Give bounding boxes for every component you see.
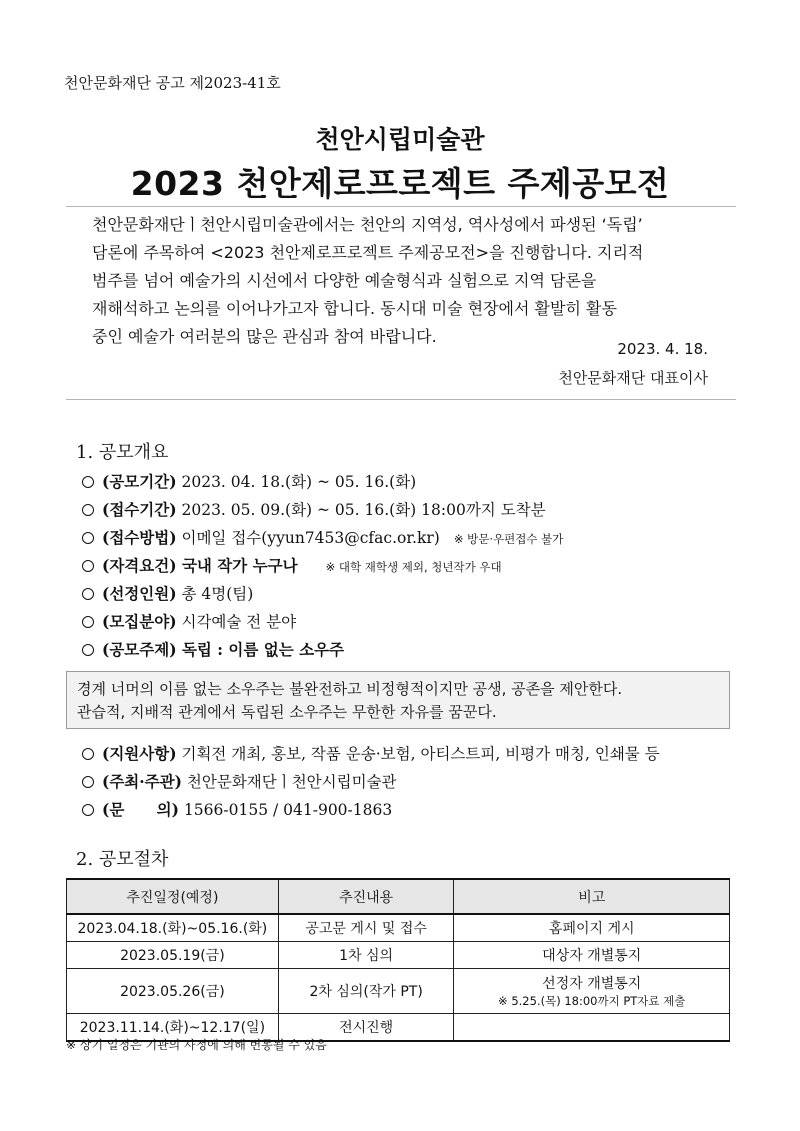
cell-note-main: 선정자 개별통지 <box>542 976 642 992</box>
list-item <box>82 610 296 632</box>
circle-bullet-icon <box>82 804 94 816</box>
circle-bullet-icon <box>82 476 94 488</box>
item-label: (지원사항) <box>102 744 177 763</box>
list-item <box>82 798 392 820</box>
list-item <box>82 742 660 764</box>
item-label: (접수방법) <box>102 528 177 547</box>
item-value: 2023. 04. 18.(화) ~ 05. 16.(화) <box>176 473 417 491</box>
theme-description-box <box>66 671 730 729</box>
item-value: 국내 작가 누구나 <box>176 556 298 575</box>
section2-heading: 2. 공모절차 <box>76 849 169 870</box>
circle-bullet-icon <box>82 776 94 788</box>
org-title: 천안시립미술관 <box>315 125 485 154</box>
bottom-divider <box>66 399 736 400</box>
cell-note <box>454 969 730 1014</box>
main-title: 2023 천안제로프로젝트 주제공모전 <box>130 164 670 203</box>
item-value: 총 4명(팀) <box>176 585 254 603</box>
cell-note-sub: ※ 5.25.(목) 18:00까지 PT자료 제출 <box>498 994 686 1008</box>
cell-content: 1차 심의 <box>278 942 454 969</box>
cell-note: 대상자 개별통지 <box>454 942 730 969</box>
cell-content: 전시진행 <box>278 1014 454 1042</box>
notice-signature: 천안문화재단 대표이사 <box>558 369 708 387</box>
cell-note <box>454 1014 730 1042</box>
cell-date: 2023.05.26(금) <box>67 969 279 1014</box>
list-item <box>82 554 502 576</box>
notice-number: 천안문화재단 공고 제2023-41호 <box>64 74 281 92</box>
circle-bullet-icon <box>82 504 94 516</box>
column-header: 추진내용 <box>278 879 454 914</box>
item-label: (모집분야) <box>102 612 177 631</box>
item-label: (선정인원) <box>102 584 177 603</box>
circle-bullet-icon <box>82 532 94 544</box>
item-value: 2023. 05. 09.(화) ~ 05. 16.(화) 18:00까지 도착분 <box>176 501 546 519</box>
table-row <box>67 914 730 942</box>
intro-line: 담론에 주목하여 <2023 천안제로프로젝트 주제공모전>을 진행합니다. 지리적 <box>92 243 644 262</box>
intro-line: 범주를 넘어 예술가의 시선에서 다양한 예술형식과 실험으로 지역 담론을 <box>92 271 597 290</box>
table-row <box>67 942 730 969</box>
item-note: ※ 방문·우편접수 불가 <box>453 532 564 546</box>
list-item <box>82 498 546 520</box>
item-value: 기획전 개최, 홍보, 작품 운송·보험, 아티스트피, 비평가 매칭, 인쇄물 등 <box>176 745 660 763</box>
item-note: ※ 대학 재학생 제외, 청년작가 우대 <box>325 560 502 574</box>
item-value: 천안문화재단ㅣ천안시립미술관 <box>181 773 397 791</box>
cell-date: 2023.05.19(금) <box>67 942 279 969</box>
list-item <box>82 526 563 548</box>
item-label: (공모기간) <box>102 472 177 491</box>
list-item <box>82 582 253 604</box>
circle-bullet-icon <box>82 748 94 760</box>
circle-bullet-icon <box>82 560 94 572</box>
item-label: (자격요건) <box>102 556 177 575</box>
theme-line: 관습적, 지배적 관계에서 독립된 소우주는 무한한 자유를 꿈꾼다. <box>77 703 497 721</box>
table-header-row <box>67 879 730 914</box>
item-label: (공모주제) <box>102 640 177 659</box>
cell-content: 공고문 게시 및 접수 <box>278 914 454 942</box>
circle-bullet-icon <box>82 588 94 600</box>
item-value: 독립 : 이름 없는 소우주 <box>176 640 345 659</box>
intro-line: 중인 예술가 여러분의 많은 관심과 참여 바랍니다. <box>92 327 437 346</box>
cell-note: 홈페이지 게시 <box>454 914 730 942</box>
column-header: 비고 <box>454 879 730 914</box>
cell-content: 2차 심의(작가 PT) <box>278 969 454 1014</box>
intro-line: 천안문화재단ㅣ천안시립미술관에서는 천안의 지역성, 역사성에서 파생된 ‘독립’ <box>92 215 643 234</box>
item-value: 이메일 접수(yyun7453@cfac.or.kr) <box>176 529 440 547</box>
item-label: (접수기간) <box>102 500 177 519</box>
notice-date: 2023. 4. 18. <box>617 340 708 358</box>
cell-date: 2023.04.18.(화)~05.16.(화) <box>67 914 279 942</box>
item-label: (문 의) <box>102 800 179 819</box>
schedule-footnote: ※ 상기 일정은 기관의 사정에 의해 변동될 수 있음 <box>66 1038 327 1052</box>
intro-line: 재해석하고 논의를 이어나가고자 합니다. 동시대 미술 현장에서 활발히 활동 <box>92 299 617 318</box>
item-value: 시각예술 전 분야 <box>176 613 297 631</box>
intro-paragraph <box>92 211 710 351</box>
list-item <box>82 638 344 660</box>
section1-heading: 1. 공모개요 <box>76 442 169 463</box>
list-item <box>82 770 397 792</box>
column-header: 추진일정(예정) <box>67 879 279 914</box>
item-value: 1566-0155 / 041-900-1863 <box>179 801 393 819</box>
list-item <box>82 470 416 492</box>
circle-bullet-icon <box>82 644 94 656</box>
top-divider <box>66 206 736 207</box>
table-row <box>67 969 730 1014</box>
schedule-table <box>66 878 730 1042</box>
theme-line: 경계 너머의 이름 없는 소우주는 불완전하고 비정형적이지만 공생, 공존을 제안한다. <box>77 680 623 698</box>
circle-bullet-icon <box>82 616 94 628</box>
item-label: (주최·주관) <box>102 772 182 791</box>
cell-date: 2023.11.14.(화)~12.17(일) <box>67 1014 279 1042</box>
